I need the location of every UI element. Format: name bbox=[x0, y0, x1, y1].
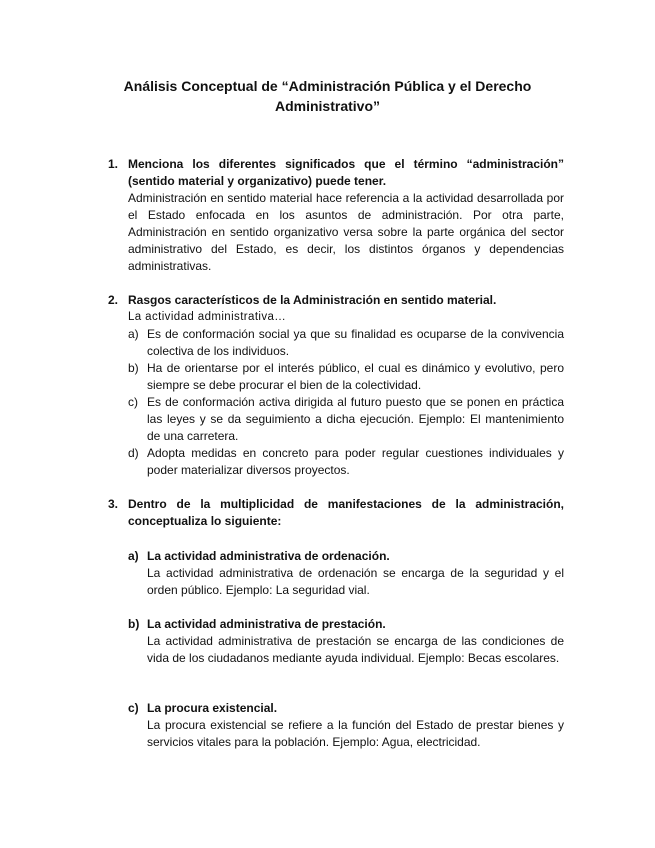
question-3-heading: Dentro de la multiplicidad de manifestaciones de la administración, conceptualiza lo siguiente: bbox=[128, 497, 564, 528]
subitem-ordenacion bbox=[128, 548, 564, 599]
question-1-number: 1. bbox=[108, 157, 119, 171]
subitem-procura-existencial bbox=[128, 700, 564, 751]
list-item bbox=[128, 326, 564, 360]
list-item bbox=[128, 394, 564, 445]
subitem-prestacion bbox=[128, 616, 564, 667]
question-1 bbox=[108, 156, 564, 275]
subitem-letter: a) bbox=[128, 549, 139, 563]
list-item-text: Adopta medidas en concreto para poder regular cuestiones individuales y poder materializar diversos proyectos. bbox=[147, 446, 564, 477]
subitem-body: La procura existencial se refiere a la función del Estado de prestar bienes y servicios vitales para la población. Ejemplo: Agua, electricidad. bbox=[147, 718, 564, 749]
list-item-text: Ha de orientarse por el interés público, el cual es dinámico y evolutivo, pero siempre se debe procurar el bien de la colectividad. bbox=[147, 361, 564, 392]
subitem-heading: La actividad administrativa de ordenación. bbox=[147, 549, 390, 563]
subitem-letter: c) bbox=[128, 701, 139, 715]
list-item-text: Es de conformación social ya que su finalidad es ocuparse de la convivencia colectiva de los individuos. bbox=[147, 327, 564, 358]
list-item bbox=[128, 445, 564, 479]
question-2 bbox=[108, 292, 564, 479]
list-item bbox=[128, 360, 564, 394]
question-1-answer: Administración en sentido material hace referencia a la actividad desarrollada por el Estado enfocada en los asuntos de administración. Por otra parte, Administración en sentido organizativo versa sobre la parte orgánica del sector administrativo del Estado, es decir, los distintos órganos y dependencias administrativas. bbox=[128, 191, 564, 273]
subitem-body: La actividad administrativa de ordenación se encarga de la seguridad y el orden público. Ejemplo: La seguridad vial. bbox=[147, 566, 564, 597]
subitem-heading: La actividad administrativa de prestación. bbox=[147, 617, 386, 631]
document-title: Análisis Conceptual de “Administración Pública y el Derecho Administrativo” bbox=[123, 78, 532, 114]
list-item-letter: a) bbox=[128, 327, 139, 341]
list-item-text: Es de conformación activa dirigida al futuro puesto que se ponen en práctica las leyes y se da seguimiento a dicha ejecución. Ejemplo: El mantenimiento de una carretera. bbox=[147, 395, 564, 443]
question-3-number: 3. bbox=[108, 497, 119, 511]
list-item-letter: b) bbox=[128, 361, 139, 375]
subitem-body: La actividad administrativa de prestación se encarga de las condiciones de vida de los ciudadanos mediante ayuda individual. Ejemplo: Becas escolares. bbox=[147, 634, 564, 665]
question-1-heading: Menciona los diferentes significados que el término “administración” (sentido material y organizativo) puede tener. bbox=[128, 157, 564, 188]
question-2-number: 2. bbox=[108, 293, 119, 307]
list-item-letter: d) bbox=[128, 446, 139, 460]
question-2-list bbox=[108, 326, 564, 479]
question-3 bbox=[108, 496, 564, 530]
list-item-letter: c) bbox=[128, 395, 138, 409]
question-2-heading: Rasgos característicos de la Administración en sentido material. bbox=[128, 293, 497, 307]
subitem-letter: b) bbox=[128, 617, 140, 631]
question-2-intro: La actividad administrativa… bbox=[128, 311, 287, 323]
subitem-heading: La procura existencial. bbox=[147, 701, 278, 715]
